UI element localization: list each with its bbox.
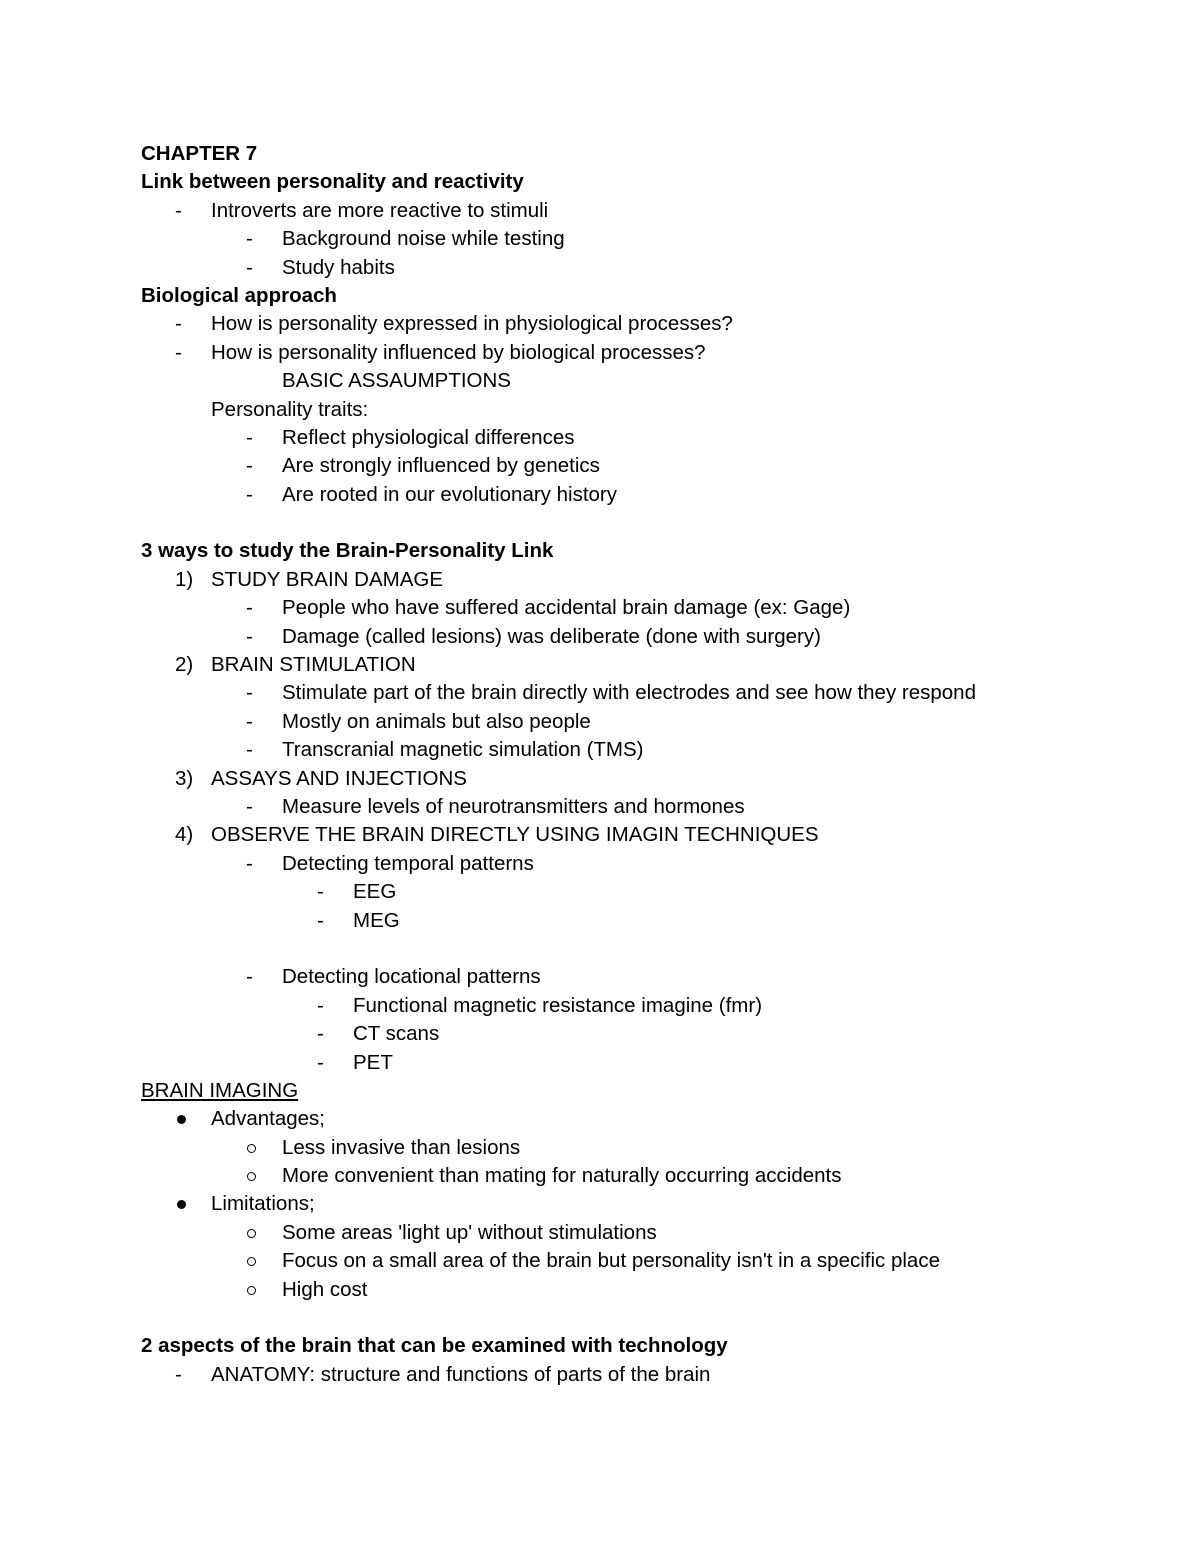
document-body (141, 140, 1141, 1389)
dash-marker: - (246, 454, 253, 478)
bullet-circle-icon (247, 1229, 256, 1238)
number-marker: 4) (175, 823, 194, 847)
list-item: - PET (141, 1049, 1141, 1077)
list-item: - MEG (141, 907, 1141, 935)
list-item: - Mostly on animals but also people (141, 708, 1141, 736)
dash-marker: - (317, 993, 324, 1017)
number-marker: 1) (175, 567, 194, 591)
list-item: - Background noise while testing (141, 225, 1141, 253)
list-item: - Functional magnetic resistance imagine (fmr) (141, 992, 1141, 1020)
dash-marker: - (175, 340, 182, 364)
section-heading-brain-imaging: BRAIN IMAGING (141, 1078, 299, 1102)
list-item: - How is personality expressed in physiological processes? (141, 310, 1141, 338)
list-item: - Reflect physiological differences (141, 424, 1141, 452)
dash-marker: - (246, 965, 253, 989)
dash-marker: - (175, 198, 182, 222)
dash-marker: - (175, 312, 182, 336)
list-item: Focus on a small area of the brain but personality isn't in a specific place (141, 1247, 1141, 1275)
list-item: More convenient than mating for naturally occurring accidents (141, 1162, 1141, 1190)
list-item: - Detecting locational patterns (141, 963, 1141, 991)
numbered-item: 2) BRAIN STIMULATION (141, 651, 1141, 679)
dash-marker: - (246, 227, 253, 251)
bullet-circle-icon (247, 1172, 256, 1181)
bullet-disc-icon (177, 1200, 186, 1209)
list-item: - ANATOMY: structure and functions of parts of the brain (141, 1361, 1141, 1389)
list-item: - Measure levels of neurotransmitters and hormones (141, 793, 1141, 821)
list-item: - CT scans (141, 1020, 1141, 1048)
section-heading-three-ways: 3 ways to study the Brain-Personality Link (141, 539, 554, 563)
bullet-disc-icon (177, 1115, 186, 1124)
section-heading-two-aspects: 2 aspects of the brain that can be examined with technology (141, 1334, 728, 1358)
dash-marker: - (317, 908, 324, 932)
section-heading-reactivity: Link between personality and reactivity (141, 170, 524, 194)
dash-marker: - (317, 1022, 324, 1046)
list-item: - Stimulate part of the brain directly with electrodes and see how they respond (141, 679, 1141, 707)
list-item: - Study habits (141, 254, 1141, 282)
list-item: - Introverts are more reactive to stimuli (141, 197, 1141, 225)
section-heading-biological: Biological approach (141, 283, 337, 307)
blank-line (141, 509, 1141, 537)
bullet-circle-icon (247, 1257, 256, 1266)
dash-marker: - (246, 255, 253, 279)
blank-line (141, 1304, 1141, 1332)
list-item: - EEG (141, 878, 1141, 906)
list-item: - Damage (called lesions) was deliberate (done with surgery) (141, 623, 1141, 651)
number-marker: 3) (175, 766, 194, 790)
list-item: - Are rooted in our evolutionary history (141, 481, 1141, 509)
dash-marker: - (246, 681, 253, 705)
dash-marker: - (246, 596, 253, 620)
list-item: - Are strongly influenced by genetics (141, 452, 1141, 480)
list-item: High cost (141, 1276, 1141, 1304)
list-item: Some areas 'light up' without stimulations (141, 1219, 1141, 1247)
dash-marker: - (246, 425, 253, 449)
numbered-item: 3) ASSAYS AND INJECTIONS (141, 765, 1141, 793)
dash-marker: - (246, 794, 253, 818)
chapter-title: CHAPTER 7 (141, 142, 258, 165)
subheading-assumptions: BASIC ASSAUMPTIONS (282, 369, 511, 393)
dash-marker: - (246, 482, 253, 506)
list-item: - Detecting temporal patterns (141, 850, 1141, 878)
bullet-circle-icon (247, 1286, 256, 1295)
list-item: Limitations; (141, 1190, 1141, 1218)
list-item: - How is personality influenced by biological processes? (141, 339, 1141, 367)
dash-marker: - (317, 1050, 324, 1074)
bullet-circle-icon (247, 1144, 256, 1153)
number-marker: 2) (175, 653, 194, 677)
numbered-item: 1) STUDY BRAIN DAMAGE (141, 566, 1141, 594)
list-item: Advantages; (141, 1105, 1141, 1133)
dash-marker: - (317, 880, 324, 904)
dash-marker: - (246, 709, 253, 733)
list-item: - People who have suffered accidental brain damage (ex: Gage) (141, 594, 1141, 622)
dash-marker: - (175, 1362, 182, 1386)
numbered-item: 4) OBSERVE THE BRAIN DIRECTLY USING IMAGIN TECHNIQUES (141, 821, 1141, 849)
list-item: Less invasive than lesions (141, 1134, 1141, 1162)
traits-label: Personality traits: (211, 397, 369, 421)
list-item: - Transcranial magnetic simulation (TMS) (141, 736, 1141, 764)
blank-line (141, 935, 1141, 963)
dash-marker: - (246, 624, 253, 648)
dash-marker: - (246, 851, 253, 875)
dash-marker: - (246, 738, 253, 762)
